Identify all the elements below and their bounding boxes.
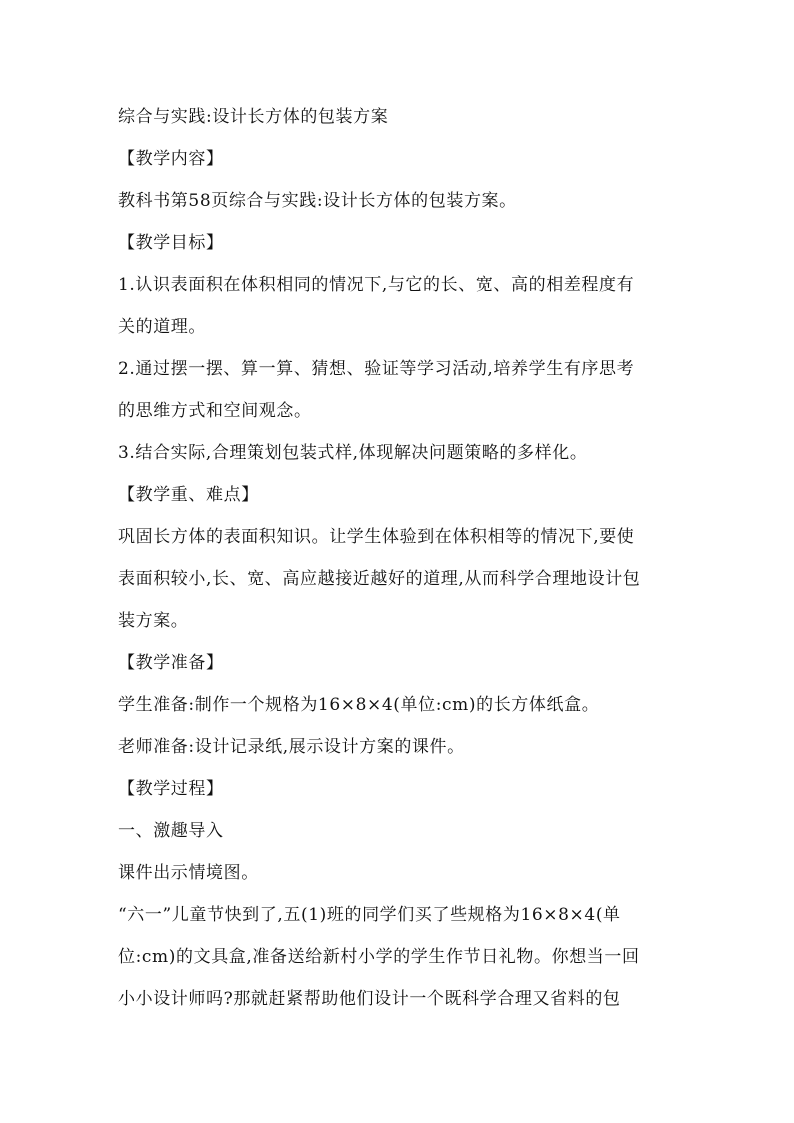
- paragraph-line: 2.通过摆一摆、算一算、猜想、验证等学习活动,培养学生有序思考: [118, 359, 635, 379]
- paragraph-line: 装方案。: [118, 611, 189, 631]
- subsection-heading: 一、激趣导入: [118, 821, 224, 841]
- paragraph-line: 学生准备:制作一个规格为16×8×4(单位:cm)的长方体纸盒。: [118, 695, 600, 715]
- paragraph-line: 的思维方式和空间观念。: [118, 401, 312, 421]
- paragraph-line: 课件出示情境图。: [118, 863, 259, 883]
- section-heading-teaching-content: 【教学内容】: [118, 149, 224, 169]
- paragraph-line: 小小设计师吗?那就赶紧帮助他们设计一个既科学合理又省料的包: [118, 989, 621, 1009]
- paragraph-line: 位:cm)的文具盒,准备送给新村小学的学生作节日礼物。你想当一回: [118, 947, 640, 967]
- section-heading-teaching-goals: 【教学目标】: [118, 233, 224, 253]
- paragraph-line: 教科书第58页综合与实践:设计长方体的包装方案。: [118, 191, 517, 211]
- paragraph-line: 表面积较小,长、宽、高应越接近越好的道理,从而科学合理地设计包: [118, 569, 641, 589]
- section-heading-preparation: 【教学准备】: [118, 653, 224, 673]
- section-heading-process: 【教学过程】: [118, 779, 224, 799]
- section-heading-key-points: 【教学重、难点】: [118, 485, 259, 505]
- paragraph-line: 关的道理。: [118, 317, 206, 337]
- paragraph-line: 3.结合实际,合理策划包装式样,体现解决问题策略的多样化。: [118, 443, 588, 463]
- paragraph-line: 老师准备:设计记录纸,展示设计方案的课件。: [118, 737, 465, 757]
- paragraph-line: “六一”儿童节快到了,五(1)班的同学们买了些规格为16×8×4(单: [118, 905, 621, 925]
- paragraph-line: 巩固长方体的表面积知识。让学生体验到在体积相等的情况下,要使: [118, 527, 635, 547]
- document-title: 综合与实践:设计长方体的包装方案: [118, 107, 389, 127]
- paragraph-line: 1.认识表面积在体积相同的情况下,与它的长、宽、高的相差程度有: [118, 275, 635, 295]
